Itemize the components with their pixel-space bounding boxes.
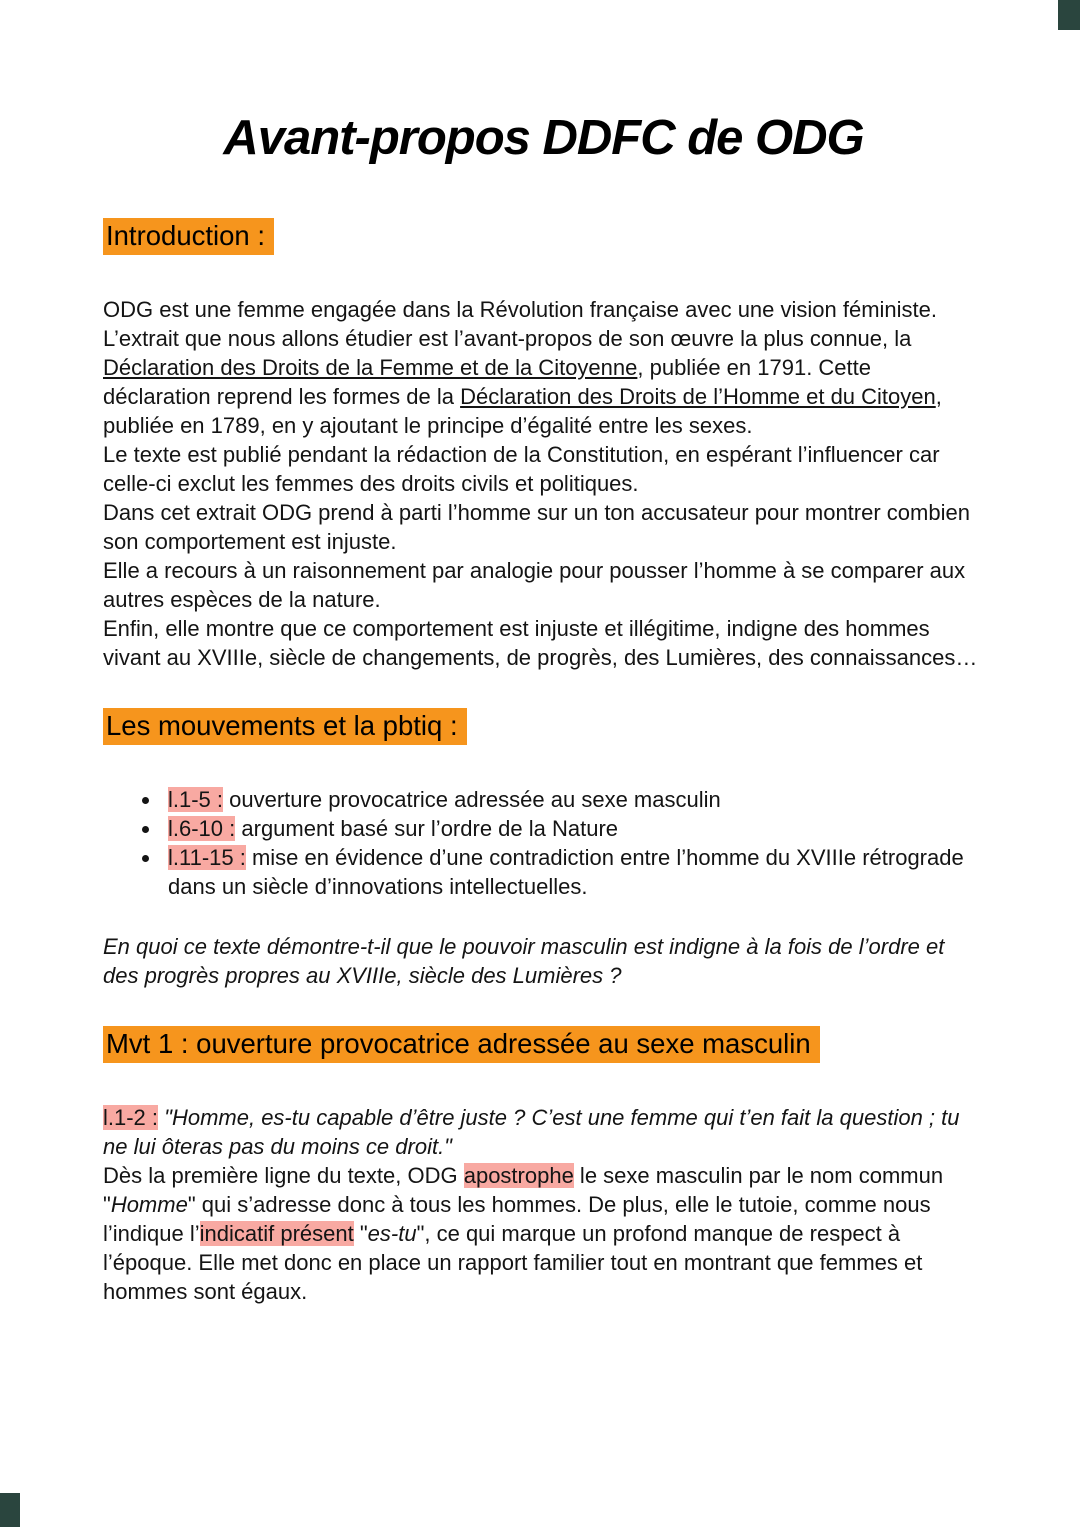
block-paragraph [103,556,984,614]
block-paragraph [103,295,984,324]
bullet-item [162,843,984,901]
text-run: L’extrait que nous allons étudier est l’avant-propos de son œuvre la plus connue, la [103,326,912,351]
text-run: " [353,1221,368,1246]
text-run: ", ce qui marque un profond manque de respect à l’époque. Elle met donc en place un rapport familier tout en montrant que femmes et hommes sont égaux. [103,1221,923,1304]
block-paragraph [103,440,984,498]
section-heading-mvt1 [103,1026,820,1063]
bullet-item [162,814,984,843]
problematique-question [103,932,984,990]
block-paragraph [103,1103,984,1161]
block-paragraph [103,324,984,440]
corner-marker-bottom-left [0,1493,20,1527]
text-run: Elle a recours à un raisonnement par analogie pour pousser l’homme à se comparer aux autres espèces de la nature. [103,558,966,612]
underlined-text: Déclaration des Droits de la Femme et de la Citoyenne [103,355,638,380]
text-run: le sexe masculin par le nom commun " [103,1163,944,1217]
section-heading-mouvements [103,708,467,745]
italic-text: Homme [110,1192,188,1217]
highlighted-text: l.6-10 : [168,816,236,841]
text-run: , publiée en 1789, en y ajoutant le principe d’égalité entre les sexes. [103,384,942,438]
italic-text: es-tu [367,1221,417,1246]
text-run: mise en évidence d’une contradiction entre l’homme du XVIIIe rétrograde dans un siècle d’innovations intellectuelles. [168,845,964,899]
text-run: Les mouvements et la pbtiq : [106,710,458,741]
text-run: Dès la première ligne du texte, ODG [103,1163,464,1188]
text-run: Introduction : [106,220,265,251]
text-run: Mvt 1 : ouverture provocatrice adressée au sexe masculin [106,1028,811,1059]
italic-text: "Homme, es-tu capable d’être juste ? C’est une femme qui t’en fait la question ; tu ne lui ôteras pas du moins ce droit." [103,1105,960,1159]
text-run: Le texte est publié pendant la rédaction de la Constitution, en espérant l’influencer car celle-ci exclut les femmes des droits civils et politiques. [103,442,940,496]
italic-text: En quoi ce texte démontre-t-il que le pouvoir masculin est indigne à la fois de l’ordre et des progrès propres au XVIIIe, siècle des Lumières ? [103,934,945,988]
text-run: Dans cet extrait ODG prend à parti l’homme sur un ton accusateur pour montrer combien son comportement est injuste. [103,500,970,554]
bullet-item [162,785,984,814]
bullet-list [103,785,984,901]
block-paragraph [103,614,984,672]
text-run: argument basé sur l’ordre de la Nature [235,816,619,841]
highlighted-text: l.1-2 : [103,1105,159,1130]
text-run: , publiée en 1791. Cette déclaration reprend les formes de la [103,355,871,409]
document-body [103,218,984,1306]
underlined-text: Déclaration des Droits de l’Homme et du Citoyen [460,384,936,409]
text-run: Enfin, elle montre que ce comportement est injuste et illégitime, indigne des hommes vivant au XVIIIe, siècle de changements, de progrès, des Lumières, des connaissances… [103,616,978,670]
block-paragraph [103,1161,984,1306]
block-paragraph [103,498,984,556]
highlighted-text: indicatif présent [199,1221,354,1246]
highlighted-text: l.1-5 : [168,787,224,812]
section-heading-introduction [103,218,274,255]
text-run: " qui s’adresse donc à tous les hommes. De plus, elle le tutoie, comme nous l’indique l’ [103,1192,931,1246]
highlighted-text: l.11-15 : [168,845,246,870]
corner-marker-top-right [1058,0,1080,30]
text-run: ODG est une femme engagée dans la Révolution française avec une vision féministe. [103,297,938,322]
highlighted-text: apostrophe [463,1163,574,1188]
document-title: Avant-propos DDFC de ODG [223,111,864,165]
text-run: ouverture provocatrice adressée au sexe masculin [223,787,721,812]
